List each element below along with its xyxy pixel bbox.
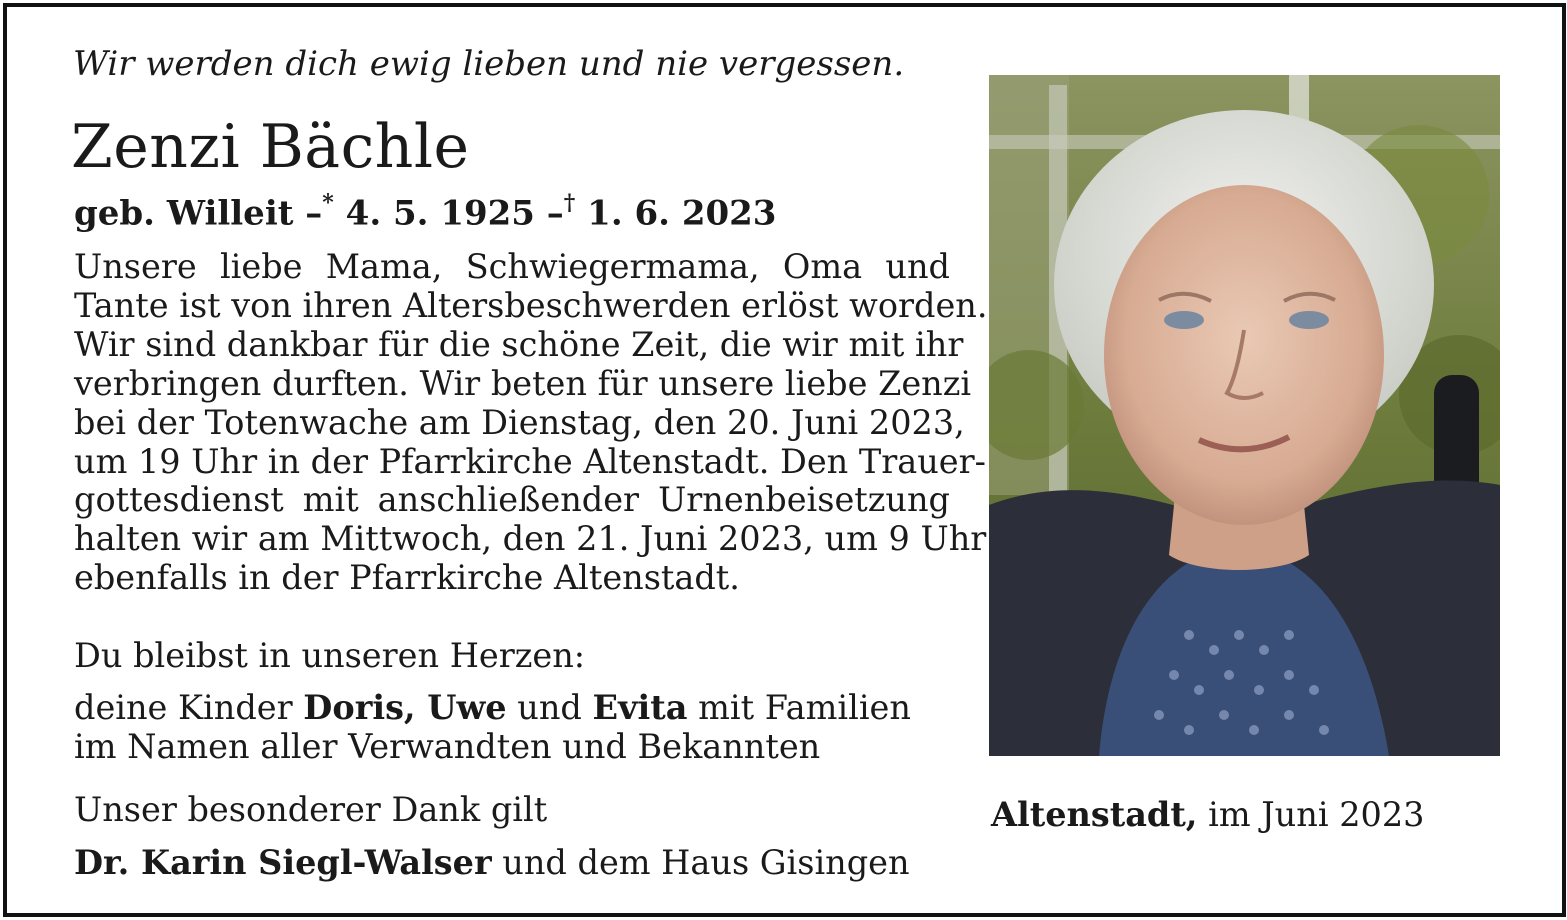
thanks-recipients [74,843,910,882]
body-line: ebenfalls in der Pfarrkirche Altenstadt. [74,558,740,598]
body-line: Unsere liebe Mama, Schwiegermama, Oma und [74,247,950,286]
family-und: und [517,688,582,727]
body-line: um 19 Uhr in der Pfarrkirche Altenstadt. Den Trauer- [74,441,986,481]
life-dates [74,192,776,233]
death-date: 1. 6. 2023 [587,193,777,234]
family-line [74,688,911,727]
children-names-2: Evita [592,688,688,727]
motto: Wir werden dich ewig lieben und nie vergessen. [73,44,905,84]
portrait-photo [989,75,1500,756]
body-line: Tante ist von ihren Altersbeschwerden erlöst worden. [74,285,988,325]
deceased-name: Zenzi Bächle [71,112,470,182]
family-prefix: deine Kinder [74,688,293,727]
thanks-line: Unser besonderer Dank gilt [74,790,548,829]
family-line-2: im Namen aller Verwandten und Bekannten [74,727,821,766]
announcement-text [74,247,988,598]
birth-name: geb. Willeit [74,193,294,234]
body-line: gottesdienst mit anschließender Urnenbeisetzung [74,480,950,520]
birth-date: 4. 5. 1925 [345,193,535,234]
body-line: bei der Totenwache am Dienstag, den 20. Juni 2023, [74,402,965,442]
family-suffix: mit Familien [698,688,911,727]
doctor-name: Dr. Karin Siegl-Walser [74,843,492,882]
body-line: halten wir am Mittwoch, den 21. Juni 2023, um 9 Uhr [74,519,987,559]
dash-2: – [546,193,564,234]
place-town: Altenstadt, [991,795,1198,834]
hearts-line: Du bleibst in unseren Herzen: [74,636,586,675]
birth-symbol: * [322,190,334,216]
place-and-date [991,795,1424,834]
dash-1: – [305,193,323,234]
death-symbol: † [563,190,576,216]
children-names-1: Doris, Uwe [303,688,507,727]
body-line: Wir sind dankbar für die schöne Zeit, die wir mit ihr [74,324,964,364]
place-date-text: im Juni 2023 [1208,795,1425,834]
body-line: verbringen durften. Wir beten für unsere liebe Zenzi [74,363,972,403]
thanks-rest: und dem Haus Gisingen [502,843,910,882]
